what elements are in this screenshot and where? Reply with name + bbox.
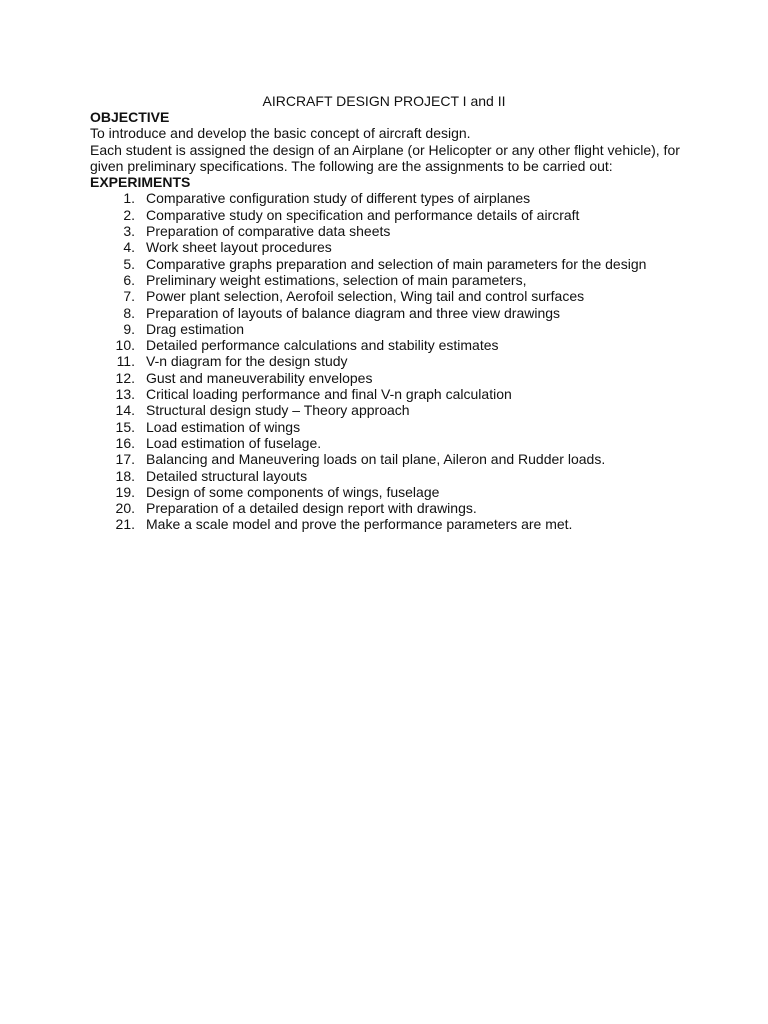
experiments-list: [90, 190, 690, 532]
experiment-number: 12.: [115, 369, 135, 386]
experiment-text: Structural design study – Theory approach: [146, 402, 410, 419]
experiment-text: Design of some components of wings, fuselage: [146, 483, 440, 500]
experiment-item: [90, 468, 690, 484]
experiment-text: Critical loading performance and final V-n graph calculation: [146, 386, 512, 403]
experiment-text: Power plant selection, Aerofoil selection, Wing tail and control surfaces: [146, 288, 585, 305]
experiment-text: Load estimation of fuselage.: [146, 434, 322, 451]
objective-line-3: given preliminary specifications. The following are the assignments to be carried out:: [90, 157, 613, 174]
experiment-item: [90, 190, 690, 206]
experiment-number: 13.: [115, 386, 135, 403]
experiment-item: [90, 484, 690, 500]
experiment-text: Gust and maneuverability envelopes: [146, 369, 373, 386]
experiment-number: 20.: [115, 500, 135, 517]
experiment-number: 14.: [115, 402, 135, 419]
experiment-item: [90, 402, 690, 418]
experiment-text: Preparation of a detailed design report with drawings.: [146, 500, 477, 517]
experiment-text: V-n diagram for the design study: [146, 353, 348, 370]
experiment-number: 17.: [115, 451, 135, 468]
experiment-item: [90, 223, 690, 239]
experiments-heading: EXPERIMENTS: [90, 174, 191, 191]
document-content: [90, 109, 690, 533]
experiment-item: [90, 386, 690, 402]
document-title: AIRCRAFT DESIGN PROJECT I and II: [262, 93, 506, 109]
experiment-number: 6.: [123, 271, 135, 288]
experiment-item: [90, 353, 690, 369]
experiment-item: [90, 419, 690, 435]
experiment-item: [90, 435, 690, 451]
experiment-text: Drag estimation: [146, 320, 245, 337]
experiment-number: 3.: [123, 223, 135, 240]
experiment-item: [90, 288, 690, 304]
experiment-number: 8.: [123, 304, 135, 321]
experiment-text: Preparation of layouts of balance diagram and three view drawings: [146, 304, 561, 321]
experiment-text: Make a scale model and prove the performance parameters are met.: [146, 516, 573, 533]
experiment-item: [90, 239, 690, 255]
experiment-number: 11.: [116, 353, 135, 370]
experiment-text: Comparative configuration study of different types of airplanes: [146, 190, 531, 207]
experiment-item: [90, 207, 690, 223]
experiment-item: [90, 451, 690, 467]
experiment-number: 1.: [123, 190, 135, 207]
experiment-item: [90, 516, 690, 532]
experiment-text: Balancing and Maneuvering loads on tail plane, Aileron and Rudder loads.: [146, 451, 606, 468]
experiment-number: 4.: [123, 239, 135, 256]
experiment-number: 7.: [123, 288, 135, 305]
experiment-number: 15.: [115, 418, 135, 435]
experiment-item: [90, 321, 690, 337]
experiment-text: Comparative graphs preparation and selection of main parameters for the design: [146, 255, 647, 272]
experiment-text: Detailed performance calculations and stability estimates: [146, 337, 499, 354]
experiment-number: 5.: [123, 255, 135, 272]
experiment-item: [90, 370, 690, 386]
experiment-number: 18.: [115, 467, 135, 484]
experiment-item: [90, 305, 690, 321]
objective-line-2: Each student is assigned the design of an Airplane (or Helicopter or any other flight vehicle), for: [90, 141, 680, 158]
experiment-number: 21.: [115, 516, 135, 533]
experiment-item: [90, 256, 690, 272]
objective-heading: OBJECTIVE: [90, 109, 170, 125]
experiment-text: Preliminary weight estimations, selection of main parameters,: [146, 271, 527, 288]
experiment-text: Work sheet layout procedures: [146, 239, 332, 256]
experiment-item: [90, 337, 690, 353]
objective-line-1: To introduce and develop the basic concept of aircraft design.: [90, 125, 471, 142]
experiment-item: [90, 500, 690, 516]
experiment-text: Preparation of comparative data sheets: [146, 223, 391, 240]
experiment-number: 19.: [115, 483, 135, 500]
experiment-number: 16.: [115, 434, 135, 451]
experiment-text: Detailed structural layouts: [146, 467, 308, 484]
experiment-text: Comparative study on specification and performance details of aircraft: [146, 206, 580, 223]
experiment-number: 9.: [123, 320, 135, 337]
experiment-number: 10.: [115, 337, 135, 354]
experiment-number: 2.: [123, 206, 135, 223]
experiment-item: [90, 272, 690, 288]
experiment-text: Load estimation of wings: [146, 418, 301, 435]
